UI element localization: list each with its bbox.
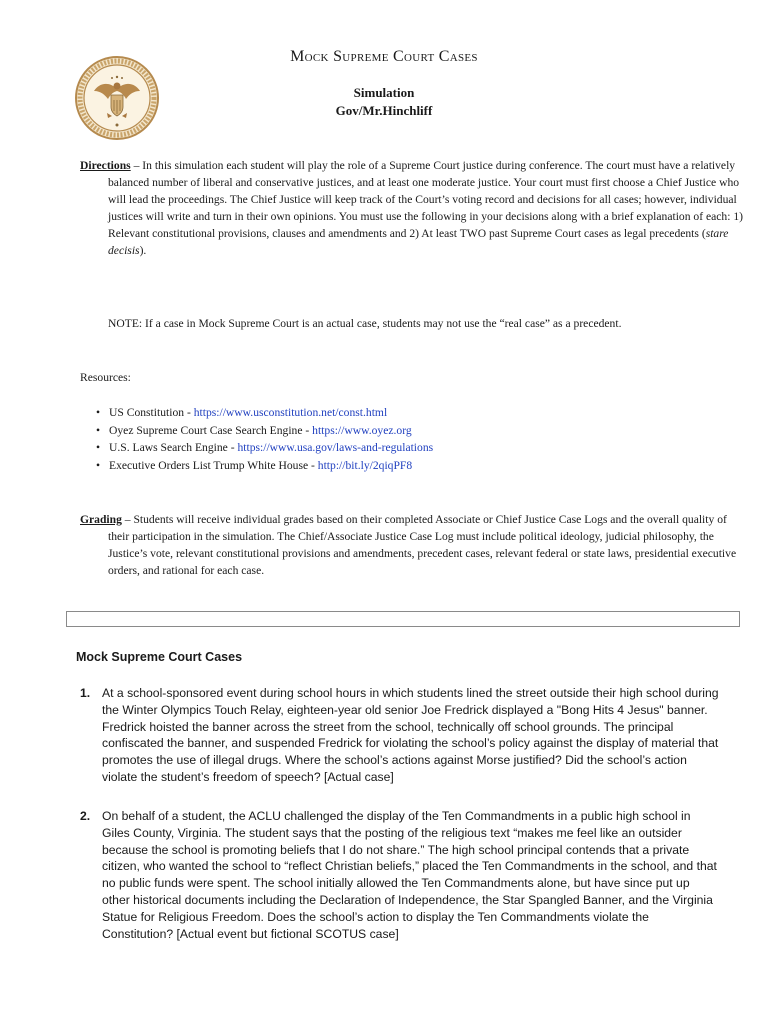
- grading-label: Grading: [80, 513, 122, 526]
- course-name: Gov/Mr.Hinchliff: [335, 103, 433, 118]
- list-item: • U.S. Laws Search Engine - https://www.usa.gov/laws-and-regulations: [96, 441, 434, 454]
- constitution-link[interactable]: https://www.usconstitution.net/const.html: [193, 406, 388, 419]
- usa-gov-link[interactable]: https://www.usa.gov/laws-and-regulations: [237, 441, 434, 454]
- case-number: 1.: [80, 686, 91, 700]
- resources-label: Resources:: [80, 371, 131, 384]
- section-divider: [66, 611, 740, 627]
- resources-list: [96, 404, 433, 474]
- directions-text: In this simulation each student will play the role of a Supreme Court justice during conference. The court must have a relatively balanced number of liberal and conservative justices, and at least one moderate justice. Your court must first choose a Chief Justice who will lead the proceedings. The Chief Justice will keep track of the Court’s voting record and decisions for all cases; however, individual justices will write and turn in their own opinions. You must use the following in your decisions along with a brief explanation of each: 1) Relevant constitutional provisions, clauses and amendments and 2) At least TWO past Supreme Court cases as legal precedents (: [108, 159, 743, 240]
- oyez-link[interactable]: https://www.oyez.org: [312, 423, 412, 437]
- page-subtitle: Simulation: [353, 85, 415, 100]
- list-item: • US Constitution - https://www.usconstitution.net/const.html: [96, 406, 388, 419]
- grading-section: Grading – Students will receive individual grades based on their completed Associate or Chief Justice Case Logs and the overall quality of their participation in the simulation. The Chief/Associate Justice Case Log must include political ideology, judicial philosophy, the Justice’s vote, relevant constitutional provisions and amendments, precedent cases, relevant federal or state laws, presidential executive orders, and rational for each case.: [80, 513, 737, 577]
- case-text: At a school-sponsored event during school hours in which students lined the street outside their high school during the Winter Olympics Touch Relay, eighteen-year old senior Joe Fredrick displayed a "Bong Hits 4 Jesus" banner. Fredrick hoisted the banner across the street from the school, technically off school grounds. The principal confiscated the banner, and suspended Fredrick for violating the school’s policy against the display of material that promotes the use of illegal drugs. Where the school’s actions against Morse justified? Did the school’s action violate the student’s freedom of speech? [Actual case]: [102, 686, 719, 784]
- list-item: • Oyez Supreme Court Case Search Engine - https://www.oyez.org: [96, 423, 412, 437]
- case-item-2: [80, 808, 720, 942]
- directions-section: Directions – In this simulation each student will play the role of a Supreme Court justice during conference. The court must have a relatively balanced number of liberal and conservative justices, and at least one moderate justice. Your court must first choose a Chief Justice who will lead the proceedings. The Chief Justice will keep track of the Court’s voting record and decisions for all cases; however, individual justices will write and turn in their own opinions. You must use the following in your decisions along with a brief explanation of each: 1) Relevant constitutional provisions, clauses and amendments and 2) At least TWO past Supreme Court cases as legal precedents (stare decisis).: [80, 159, 743, 257]
- executive-orders-link[interactable]: http://bit.ly/2qiqPF8: [317, 458, 413, 472]
- list-item: • Executive Orders List Trump White House - http://bit.ly/2qiqPF8: [96, 458, 413, 472]
- note-text: NOTE: If a case in Mock Supreme Court is an actual case, students may not use the “real case” as a precedent.: [108, 317, 622, 330]
- directions-label: Directions: [80, 159, 131, 172]
- directions-italic: stare decisis: [108, 227, 729, 257]
- cases-heading: Mock Supreme Court Cases: [76, 650, 243, 664]
- case-text: On behalf of a student, the ACLU challenged the display of the Ten Commandments in a public high school in Giles County, Virginia. The student says that the posting of the religious text “makes me feel like an outsider because the school is promoting beliefs that I do not share.” The high school principal contends that a private citizen, who wanted the school to “reflect Christian beliefs,” placed the Ten Commandments in the school, and that no public funds were spent. The school initially allowed the Ten Commandments alone, but have since put up other historical documents including the Declaration of Independence, the Star Spangled Banner, and the Virginia Statue for Religious Freedom. Does the school’s action to display the Ten Commandments violate the Constitution? [Actual event but fictional SCOTUS case]: [102, 809, 717, 941]
- case-number: 2.: [80, 809, 91, 823]
- page-title: Mock Supreme Court Cases: [290, 48, 478, 65]
- case-item-1: [80, 685, 720, 786]
- grading-text: Students will receive individual grades based on their completed Associate or Chief Justice Case Logs and the overall quality of their participation in the simulation. The Chief/Associate Justice Case Log must include political ideology, judicial philosophy, the Justice’s vote, relevant constitutional provisions and amendments, precedent cases, relevant federal or state laws, presidential executive orders, and rational for each case.: [108, 513, 737, 577]
